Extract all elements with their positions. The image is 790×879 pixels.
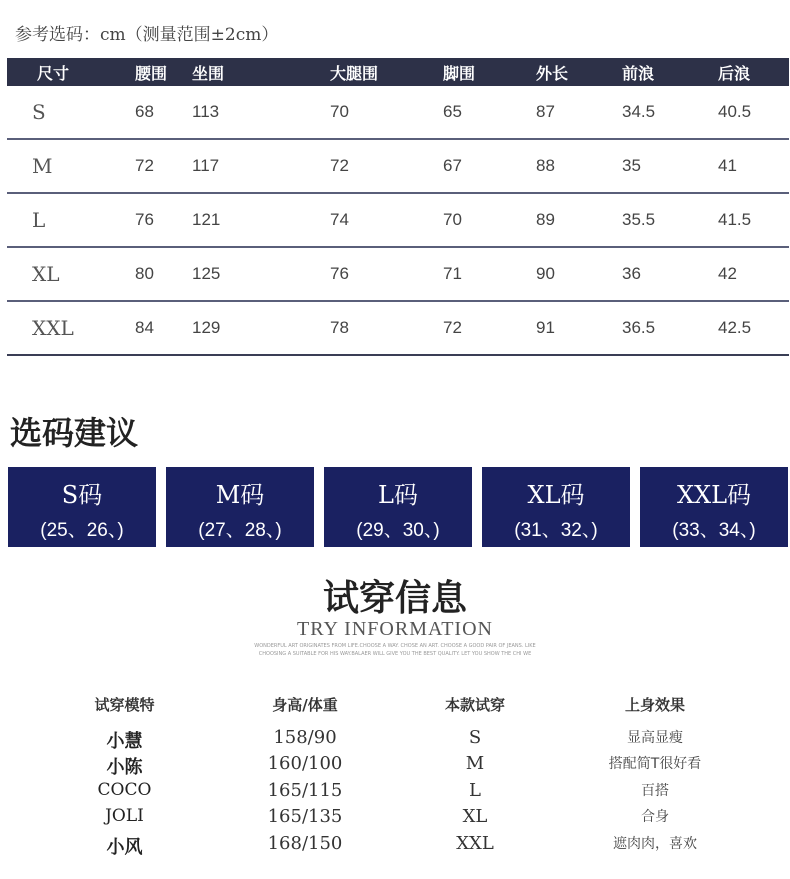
size-value-cell: 72 — [443, 301, 536, 355]
size-value-cell: 34.5 — [622, 86, 718, 139]
size-value-cell: 80 — [135, 247, 192, 301]
fit-effect: 显高显瘦 — [627, 730, 683, 746]
size-value-cell: 76 — [135, 193, 192, 247]
height-weight: 165/135 — [267, 806, 343, 827]
try-on-row — [0, 806, 790, 832]
size-advice-range: (31、32、) — [514, 520, 598, 541]
size-reference-note: 参考选码：cm（测量范围±2cm） — [15, 25, 279, 45]
size-value-cell: 76 — [330, 247, 443, 301]
size-table-header-cell: 前浪 — [622, 58, 718, 86]
size-value-cell: 35.5 — [622, 193, 718, 247]
size-table-header-cell: 后浪 — [718, 58, 789, 86]
size-advice-range: (29、30、) — [356, 520, 440, 541]
model-name: 小陈 — [106, 757, 143, 778]
size-advice-label: M码 — [215, 481, 265, 509]
size-value-cell: 67 — [443, 139, 536, 193]
height-weight: 165/115 — [267, 780, 343, 801]
size-advice-label: L码 — [378, 481, 418, 509]
size-table-row — [7, 139, 789, 193]
try-on-tagline — [230, 642, 560, 658]
size-table-header-cell: 腰围 — [135, 58, 192, 86]
size-value-cell: 91 — [536, 301, 622, 355]
size-value-cell: 36.5 — [622, 301, 718, 355]
tagline-line: CHOOSING A SUITABLE FOR HIS WAY.BALAER WILL GIVE YOU THE BEST QUALITY. LET YOU SHOW THE CHI WE — [258, 651, 532, 657]
height-weight: 158/90 — [273, 727, 337, 748]
tried-size: M — [465, 753, 485, 774]
size-advice-label: XXL码 — [676, 481, 752, 509]
size-value-cell: 74 — [330, 193, 443, 247]
try-on-subtitle: TRY INFORMATION — [297, 618, 493, 640]
tried-size: XXL — [456, 833, 494, 854]
try-on-title: 试穿信息 — [322, 578, 467, 619]
size-advice-boxes — [8, 467, 788, 547]
size-value-cell: 36 — [622, 247, 718, 301]
try-on-row — [0, 727, 790, 753]
size-value-cell: 72 — [135, 139, 192, 193]
try-on-header-cell: 本款试穿 — [444, 696, 505, 714]
size-table-row — [7, 193, 789, 247]
try-on-row — [0, 833, 790, 859]
size-value-cell: 121 — [192, 193, 330, 247]
size-value-cell: 40.5 — [718, 86, 789, 139]
size-label-cell: M — [7, 139, 135, 193]
size-label-cell: XL — [7, 247, 135, 301]
size-label-cell: S — [7, 86, 135, 139]
size-label-cell: XXL — [7, 301, 135, 355]
size-value-cell: 90 — [536, 247, 622, 301]
try-on-row — [0, 753, 790, 779]
size-label-cell: L — [7, 193, 135, 247]
fit-effect: 搭配简T很好看 — [608, 756, 702, 772]
size-table-header-cell: 外长 — [536, 58, 622, 86]
size-table-row — [7, 247, 789, 301]
size-value-cell: 72 — [330, 139, 443, 193]
size-value-cell: 88 — [536, 139, 622, 193]
size-value-cell: 84 — [135, 301, 192, 355]
try-on-header-cell: 上身效果 — [624, 696, 685, 714]
size-table-header-cell: 坐围 — [192, 58, 330, 86]
size-value-cell: 129 — [192, 301, 330, 355]
size-value-cell: 42.5 — [718, 301, 789, 355]
size-advice-box — [482, 467, 630, 547]
size-value-cell: 70 — [330, 86, 443, 139]
model-name: 小慧 — [106, 731, 143, 752]
model-name: COCO — [97, 780, 152, 800]
tried-size: S — [468, 727, 482, 748]
size-table-header — [7, 58, 789, 86]
size-table-header-cell: 大腿围 — [330, 58, 443, 86]
size-value-cell: 87 — [536, 86, 622, 139]
size-value-cell: 65 — [443, 86, 536, 139]
size-value-cell: 125 — [192, 247, 330, 301]
try-on-row — [0, 780, 790, 806]
tagline-line: WONDERFUL ART ORIGINATES FROM LIFE.CHOOSE A WAY. CHOSE AN ART. CHOOSE A GOOD PAIR OF JEANS. LIKE — [254, 643, 536, 649]
size-value-cell: 68 — [135, 86, 192, 139]
fit-effect: 合身 — [641, 809, 669, 825]
size-value-cell: 113 — [192, 86, 330, 139]
try-on-header-row — [0, 694, 790, 720]
size-table-header-cell: 脚围 — [443, 58, 536, 86]
size-value-cell: 89 — [536, 193, 622, 247]
size-value-cell: 41.5 — [718, 193, 789, 247]
size-table-row — [7, 301, 789, 355]
size-advice-range: (25、26、) — [40, 520, 124, 541]
fit-effect: 百搭 — [641, 783, 669, 799]
size-advice-box — [640, 467, 788, 547]
tried-size: L — [469, 780, 481, 801]
size-table-row — [7, 86, 789, 139]
size-advice-box — [324, 467, 472, 547]
height-weight: 160/100 — [267, 753, 343, 774]
size-value-cell: 35 — [622, 139, 718, 193]
try-on-header-cell: 身高/体重 — [272, 696, 338, 714]
size-advice-label: XL码 — [527, 481, 585, 509]
size-advice-label: S码 — [61, 481, 103, 509]
size-value-cell: 78 — [330, 301, 443, 355]
try-on-header-cell: 试穿模特 — [94, 696, 155, 714]
size-value-cell: 117 — [192, 139, 330, 193]
fit-effect: 遮肉肉，喜欢 — [613, 836, 697, 852]
size-advice-box — [8, 467, 156, 547]
size-value-cell: 41 — [718, 139, 789, 193]
size-table — [7, 58, 789, 356]
tried-size: XL — [462, 806, 488, 827]
model-name: JOLI — [105, 806, 144, 826]
height-weight: 168/150 — [267, 833, 343, 854]
size-advice-title: 选码建议 — [10, 414, 139, 452]
model-name: 小风 — [106, 837, 143, 858]
size-advice-range: (27、28、) — [198, 520, 282, 541]
size-value-cell: 70 — [443, 193, 536, 247]
size-advice-box — [166, 467, 314, 547]
size-table-header-cell: 尺寸 — [7, 58, 135, 86]
size-advice-range: (33、34、) — [672, 520, 756, 541]
size-value-cell: 71 — [443, 247, 536, 301]
size-value-cell: 42 — [718, 247, 789, 301]
